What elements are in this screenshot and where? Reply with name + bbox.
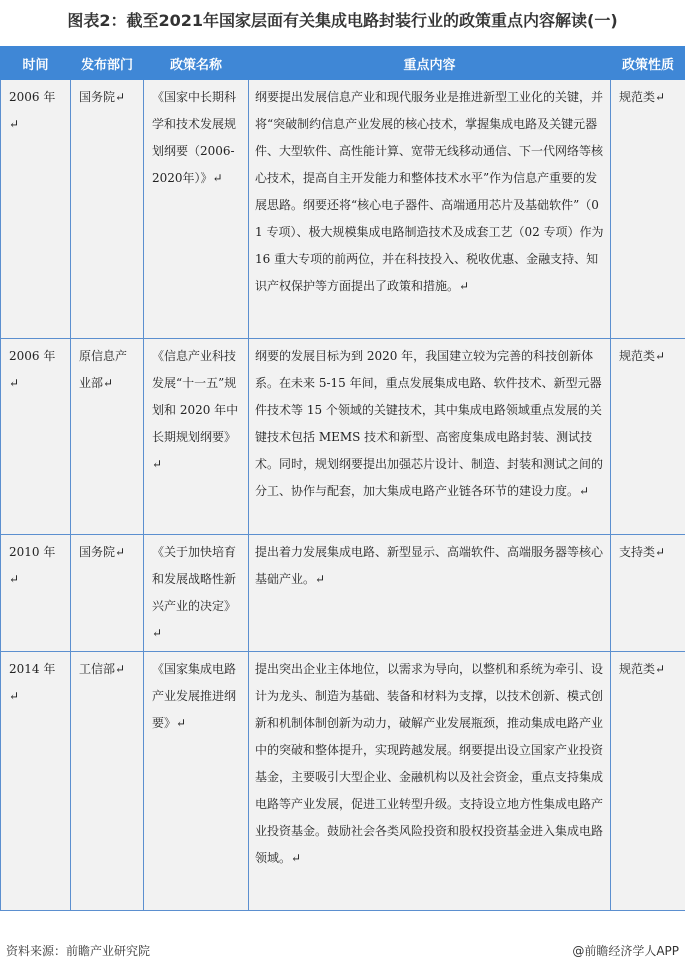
time-cell: 2006 年↵ — [1, 80, 71, 339]
table-row — [1, 535, 685, 652]
content-cell: 纲要提出发展信息产业和现代服务业是推进新型工业化的关键，并将“突破制约信息产业发展的核心技术，掌握集成电路及关键元器件、大型软件、高性能计算、宽带无线移动通信、下一代网络等核心技术，提高自主开发能力和整体技术水平”作为信息产重要的发展思路。纲要还将“核心电子器件、高端通用芯片及基础软件”（01 专项）、极大规模集成电路制造技术及成套工艺（02 专项）作为 16 重大专项的前两位，并在科技投入、税收优惠、金融支持、知识产权保护等方面提出了政策和措施。↵ — [249, 80, 611, 339]
policy-table — [0, 46, 685, 911]
time-cell: 2010 年↵ — [1, 535, 71, 652]
content-cell: 纲要的发展目标为到 2020 年，我国建立较为完善的科技创新体系。在未来 5-15 年间，重点发展集成电路、软件技术、新型元器件技术等 15 个领域的关键技术，其中集成电路领域重点发展的关键技术包括 MEMS 技术和新型、高密度集成电路封装、测试技术。同时，规划纲要提出加强芯片设计、制造、封装和测试之间的分工、协作与配套，加大集成电路产业链各环节的建设力度。↵ — [249, 339, 611, 535]
policy-name-cell: 《信息产业科技发展“十一五”规划和 2020 年中长期规划纲要》↵ — [144, 339, 249, 535]
policy-name-cell: 《国家集成电路产业发展推进纲要》↵ — [144, 652, 249, 911]
policy-name-cell: 《国家中长期科学和技术发展规划纲要（2006-2020年）》↵ — [144, 80, 249, 339]
type-cell: 支持类↵ — [611, 535, 685, 652]
header-time: 时间 — [1, 47, 71, 80]
header-type: 政策性质 — [611, 47, 685, 80]
content-cell: 提出突出企业主体地位，以需求为导向，以整机和系统为牵引、设计为龙头、制造为基础、装备和材料为支撑，以技术创新、模式创新和机制体制创新为动力，破解产业发展瓶颈，推动集成电路产业中的突破和整体提升，实现跨越发展。纲要提出设立国家产业投资基金，主要吸引大型企业、金融机构以及社会资金，重点支持集成电路等产业发展，促进工业转型升级。支持设立地方性集成电路产业投资基金。鼓励社会各类风险投资和股权投资基金进入集成电路领域。↵ — [249, 652, 611, 911]
header-content: 重点内容 — [249, 47, 611, 80]
type-cell: 规范类↵ — [611, 652, 685, 911]
dept-cell: 工信部↵ — [71, 652, 144, 911]
time-cell: 2006 年↵ — [1, 339, 71, 535]
policy-name-cell: 《关于加快培育和发展战略性新兴产业的决定》↵ — [144, 535, 249, 652]
dept-cell: 原信息产业部↵ — [71, 339, 144, 535]
time-cell: 2014 年↵ — [1, 652, 71, 911]
content-cell: 提出着力发展集成电路、新型显示、高端软件、高端服务器等核心基础产业。↵ — [249, 535, 611, 652]
page-title: 图表2：截至2021年国家层面有关集成电路封装行业的政策重点内容解读(一) — [67, 11, 618, 30]
dept-cell: 国务院↵ — [71, 80, 144, 339]
table-row — [1, 652, 685, 911]
source-note: 资料来源：前瞻产业研究院 — [6, 944, 151, 958]
header-dept: 发布部门 — [71, 47, 144, 80]
dept-cell: 国务院↵ — [71, 535, 144, 652]
type-cell: 规范类↵ — [611, 339, 685, 535]
table-row — [1, 80, 685, 339]
type-cell: 规范类↵ — [611, 80, 685, 339]
header-policy-name: 政策名称 — [144, 47, 249, 80]
table-header — [1, 47, 685, 80]
table-row — [1, 339, 685, 535]
brand-label: @前瞻经济学人APP — [572, 944, 679, 958]
